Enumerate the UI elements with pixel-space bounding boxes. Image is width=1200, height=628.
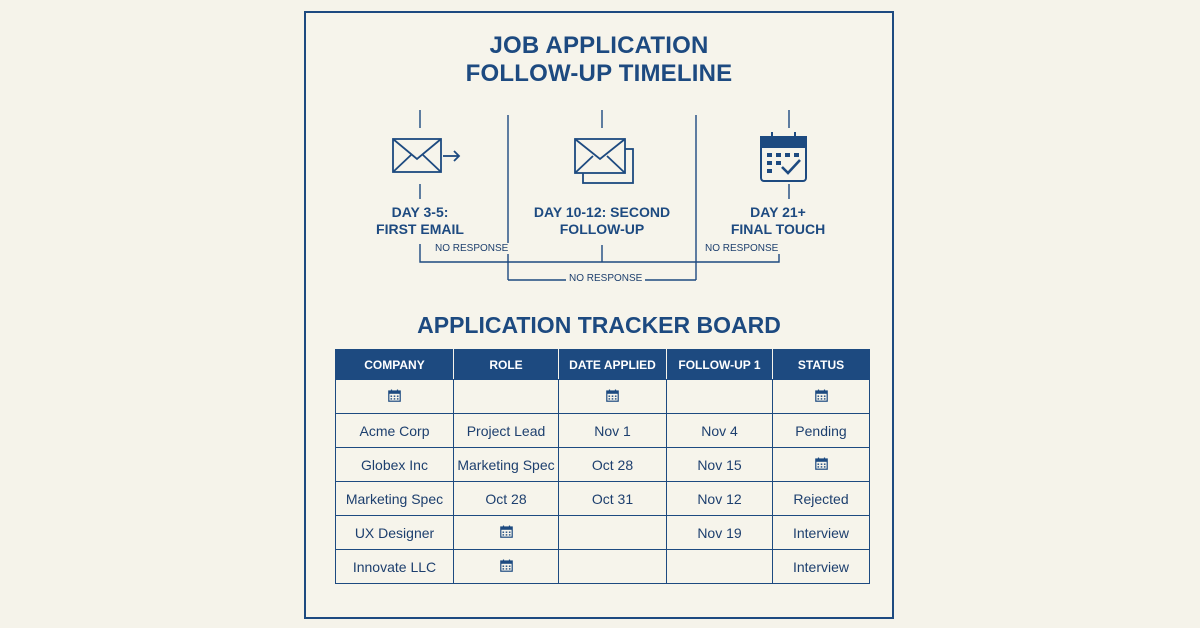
- cell-date-applied: Nov 1: [559, 414, 667, 448]
- cell-date-applied: [559, 380, 667, 414]
- column-header-role: ROLE: [454, 350, 559, 380]
- cell-status: [773, 448, 870, 482]
- stage-2-title: FOLLOW-UP: [559, 221, 645, 237]
- cell-role: Marketing Spec: [454, 448, 559, 482]
- calendar-icon: [500, 525, 513, 541]
- cell-company: Globex Inc: [336, 448, 454, 482]
- table-row: [336, 414, 870, 448]
- table-row: [336, 380, 870, 414]
- stage-1-label: [360, 204, 480, 238]
- column-header-company: COMPANY: [336, 350, 454, 380]
- double-envelope-icon: [573, 135, 639, 187]
- table-row: [336, 550, 870, 584]
- column-header-status: STATUS: [773, 350, 870, 380]
- cell-status: Interview: [773, 550, 870, 584]
- cell-role: Oct 28: [454, 482, 559, 516]
- column-header-follow-up-1: FOLLOW-UP 1: [667, 350, 773, 380]
- calendar-icon: [500, 559, 513, 575]
- tracker-header-row: [336, 350, 870, 380]
- stage-2-day: DAY 10-12: SECOND: [533, 204, 671, 220]
- table-row: [336, 482, 870, 516]
- calendar-check-icon: [758, 130, 810, 184]
- stage-3-title: FINAL TOUCH: [730, 221, 826, 237]
- stage-3-day: DAY 21+: [750, 204, 806, 220]
- cell-status: [773, 380, 870, 414]
- column-header-date-applied: DATE APPLIED: [559, 350, 667, 380]
- calendar-icon: [815, 457, 828, 473]
- cell-role: [454, 380, 559, 414]
- cell-status: Rejected: [773, 482, 870, 516]
- connector-label-1: NO RESPONSE: [432, 243, 511, 254]
- cell-follow-up-1: Nov 19: [667, 516, 773, 550]
- calendar-icon: [606, 389, 619, 405]
- table-row: [336, 448, 870, 482]
- stage-1-title: FIRST EMAIL: [376, 221, 464, 237]
- cell-date-applied: [559, 516, 667, 550]
- connector-label-2: NO RESPONSE: [702, 243, 781, 254]
- cell-company: UX Designer: [336, 516, 454, 550]
- envelope-send-icon: [391, 137, 463, 177]
- cell-company: Marketing Spec: [336, 482, 454, 516]
- stage-2-label: [527, 204, 677, 238]
- connector-label-3: NO RESPONSE: [566, 273, 645, 284]
- cell-company: [336, 380, 454, 414]
- cell-date-applied: Oct 28: [559, 448, 667, 482]
- cell-follow-up-1: [667, 380, 773, 414]
- cell-date-applied: [559, 550, 667, 584]
- title-line-1: JOB APPLICATION: [489, 32, 709, 59]
- cell-date-applied: Oct 31: [559, 482, 667, 516]
- tracker-table: [335, 349, 870, 584]
- calendar-icon: [388, 389, 401, 405]
- infographic-card: [304, 11, 894, 619]
- cell-company: Innovate LLC: [336, 550, 454, 584]
- table-row: [336, 516, 870, 550]
- stage-1-day: DAY 3-5:: [391, 204, 449, 220]
- title-line-2: FOLLOW-UP TIMELINE: [465, 60, 733, 87]
- cell-status: Interview: [773, 516, 870, 550]
- cell-role: Project Lead: [454, 414, 559, 448]
- tracker-title: APPLICATION TRACKER BOARD: [417, 312, 781, 338]
- cell-status: Pending: [773, 414, 870, 448]
- stage-3-label: [718, 204, 838, 238]
- cell-company: Acme Corp: [336, 414, 454, 448]
- cell-role: [454, 516, 559, 550]
- cell-follow-up-1: Nov 4: [667, 414, 773, 448]
- cell-follow-up-1: Nov 12: [667, 482, 773, 516]
- cell-follow-up-1: Nov 15: [667, 448, 773, 482]
- calendar-icon: [815, 389, 828, 405]
- cell-follow-up-1: [667, 550, 773, 584]
- cell-role: [454, 550, 559, 584]
